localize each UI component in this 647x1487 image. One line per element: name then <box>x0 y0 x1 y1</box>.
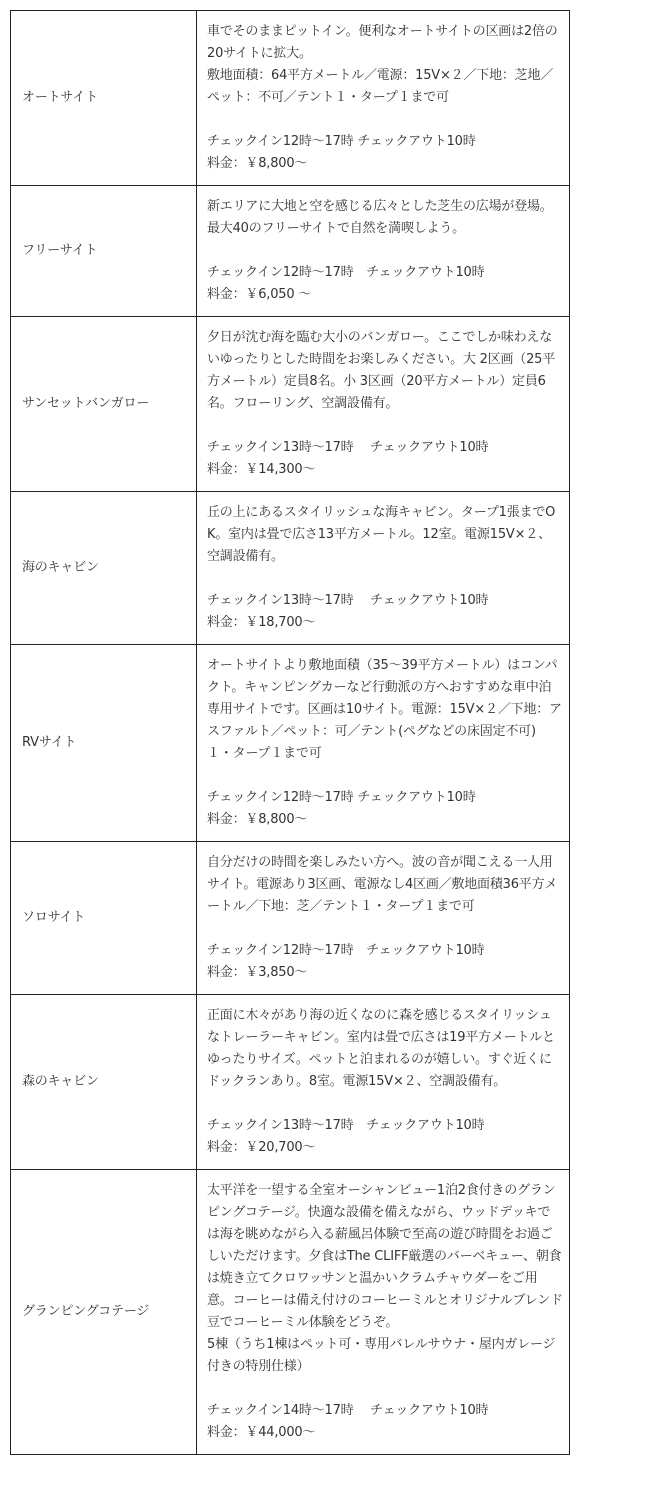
site-checkin: チェックイン13時〜17時 チェックアウト10時 <box>207 1118 485 1133</box>
table-row <box>11 995 570 1170</box>
site-description: 車でそのままピットイン。便利なオートサイトの区画は2倍の20サイトに拡大。 <box>207 24 558 61</box>
spacer <box>207 918 563 940</box>
site-description: 敷地面積：64平方メートル／電源：15V×２／下地：芝地／ペット：不可／テント１・タープ１まで可 <box>207 68 554 105</box>
site-checkin: チェックイン12時〜17時 チェックアウト10時 <box>207 265 485 280</box>
site-checkin: チェックイン12時〜17時 チェックアウト10時 <box>207 134 476 149</box>
site-price: 料金：￥3,850〜 <box>207 965 308 980</box>
site-name: オートサイト <box>11 11 197 186</box>
site-name: フリーサイト <box>11 186 197 317</box>
site-price: 料金：￥14,300〜 <box>207 462 316 477</box>
table-row <box>11 317 570 492</box>
table-row <box>11 842 570 995</box>
site-checkin: チェックイン14時〜17時 チェックアウト10時 <box>207 1403 489 1418</box>
spacer <box>207 415 563 437</box>
site-description-cell <box>197 11 570 186</box>
table-row <box>11 11 570 186</box>
spacer <box>207 1378 563 1400</box>
spacer <box>207 109 563 131</box>
site-description: 新エリアに大地と空を感じる広々とした芝生の広場が登場。最大40のフリーサイトで自然を満喫しよう。 <box>207 199 553 236</box>
spacer <box>207 1093 563 1115</box>
site-table <box>10 10 570 1455</box>
site-price: 料金：￥8,800〜 <box>207 812 308 827</box>
site-description: 5棟（うち1棟はペット可・専用バレルサウナ・屋内ガレージ付きの特別仕様） <box>207 1337 556 1374</box>
site-name: 海のキャビン <box>11 492 197 645</box>
site-description-cell <box>197 492 570 645</box>
site-description-cell <box>197 186 570 317</box>
site-description-cell <box>197 842 570 995</box>
site-checkin: チェックイン13時〜17時 チェックアウト10時 <box>207 593 489 608</box>
spacer <box>207 240 563 262</box>
table-row <box>11 645 570 842</box>
site-checkin: チェックイン12時〜17時 チェックアウト10時 <box>207 790 476 805</box>
site-description: オートサイトより敷地面積（35〜39平方メートル）はコンパクト。キャンピングカーなど行動派の方へおすすめな車中泊専用サイトです。区画は10サイト。電源：15V×２／下地：アスファルト／ペット：可／テント(ペグなどの床固定不可) １・タープ１まで可 <box>207 658 562 761</box>
site-checkin: チェックイン12時〜17時 チェックアウト10時 <box>207 943 485 958</box>
site-name: グランピングコテージ <box>11 1170 197 1455</box>
site-description: 夕日が沈む海を臨む大小のバンガロー。ここでしか味わえないゆったりとした時間をお楽しみください。大 2区画（25平方メートル）定員8名。小 3区画（20平方メートル）定員6名。フローリング、空調設備有。 <box>207 330 556 411</box>
site-description: 太平洋を一望する全室オーシャンビュー1泊2食付きのグランピングコテージ。快適な設備を備えながら、ウッドデッキでは海を眺めながら入る薪風呂体験で至高の遊び時間をお過ごしいただけます。夕食はThe CLIFF厳選のバーベキュー、朝食は焼き立てクロワッサンと温かいクラムチャウダーをご用意。コーヒーは備え付けのコーヒーミルとオリジナルブレンド豆でコーヒーミル体験をどうぞ。 <box>207 1183 563 1330</box>
site-description-cell <box>197 1170 570 1455</box>
table-row <box>11 492 570 645</box>
site-description-cell <box>197 645 570 842</box>
site-name: 森のキャビン <box>11 995 197 1170</box>
site-description-cell <box>197 317 570 492</box>
site-name: ソロサイト <box>11 842 197 995</box>
site-price: 料金：￥20,700〜 <box>207 1140 316 1155</box>
spacer <box>207 568 563 590</box>
site-description: 丘の上にあるスタイリッシュな海キャビン。タープ1張までOK。室内は畳で広さ13平方メートル。12室。電源15V×２、空調設備有。 <box>207 505 556 564</box>
site-name: サンセットバンガロー <box>11 317 197 492</box>
table-row <box>11 1170 570 1455</box>
site-table-body <box>11 11 570 1455</box>
site-checkin: チェックイン13時〜17時 チェックアウト10時 <box>207 440 489 455</box>
spacer <box>207 765 563 787</box>
table-row <box>11 186 570 317</box>
site-description-cell <box>197 995 570 1170</box>
site-price: 料金：￥6,050 〜 <box>207 287 312 302</box>
site-price: 料金：￥44,000〜 <box>207 1425 316 1440</box>
site-name: RVサイト <box>11 645 197 842</box>
site-price: 料金：￥18,700〜 <box>207 615 316 630</box>
site-price: 料金：￥8,800〜 <box>207 156 308 171</box>
site-description: 正面に木々があり海の近くなのに森を感じるスタイリッシュなトレーラーキャビン。室内は畳で広さは19平方メートルとゆったりサイズ。ペットと泊まれるのが嬉しい。すぐ近くにドックランあり。8室。電源15V×２、空調設備有。 <box>207 1008 555 1089</box>
site-description: 自分だけの時間を楽しみたい方へ。波の音が聞こえる一人用サイト。電源あり3区画、電源なし4区画／敷地面積36平方メートル／下地：芝／テント１・タープ１まで可 <box>207 855 558 914</box>
